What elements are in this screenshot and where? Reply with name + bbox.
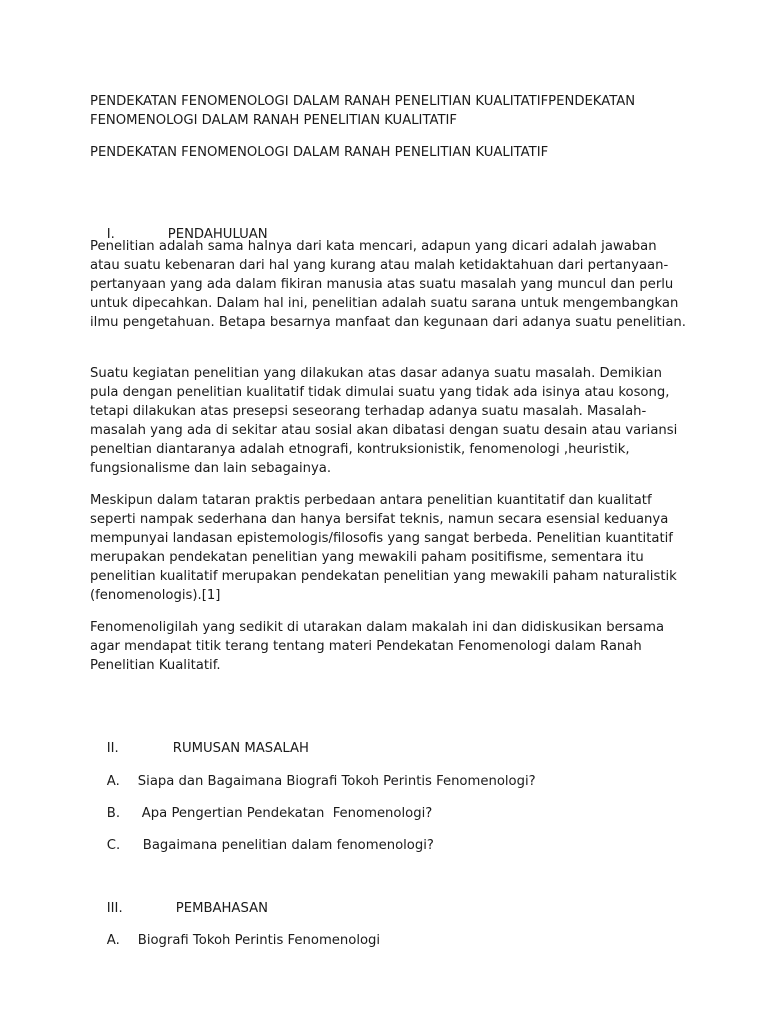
section-title: PENDAHULUAN [167, 227, 268, 242]
section-title: RUMUSAN MASALAH [172, 741, 309, 756]
section-number: I. [106, 227, 115, 242]
list-item-label: B. [106, 806, 121, 821]
document-title: PENDEKATAN FENOMENOLOGI DALAM RANAH PENELITIAN KUALITATIFPENDEKATAN FENOMENOLOGI DALAM RANAH PENELITIAN KUALITATIF [90, 94, 636, 128]
paragraph: Suatu kegiatan penelitian yang dilakukan atas dasar adanya suatu masalah. Demikian pula dengan penelitian kualitatif tidak dimulai suatu yang tidak ada isinya atau kosong, tetapi dilakukan atas presepsi seseorang terhadap adanya suatu masalah. Masalah-masalah yang ada di sekitar atau sosial akan dibatasi dengan suatu desain atau variansi peneltian diantaranya adalah etnografi, kontruksionistik, fenomenologi ,heuristik, fungsionalisme dan lain sebagainya. [90, 366, 678, 476]
paragraph: Penelitian adalah sama halnya dari kata mencari, adapun yang dicari adalah jawaban atau suatu kebenaran dari hal yang kurang atau malah ketidaktahuan dari pertanyaan-pertanyaan yang ada dalam fikiran manusia atas suatu masalah yang muncul dan perlu untuk dipecahkan. Dalam hal ini, penelitian adalah suatu sarana untuk mengembangkan ilmu pengetahuan. Betapa besarnya manfaat dan kegunaan dari adanya suatu penelitian. [90, 239, 686, 330]
paragraph: Fenomenoligilah yang sedikit di utarakan dalam makalah ini dan didiskusikan bersama agar mendapat titik terang tentang materi Pendekatan Fenomenologi dalam Ranah Penelitian Kualitatif. [90, 620, 665, 673]
document-page [90, 0, 690, 1024]
section-title: PEMBAHASAN [175, 901, 268, 916]
section-number: III. [106, 901, 123, 916]
list-item-label: A. [106, 933, 120, 948]
list-item-text: Biografi Tokoh Perintis Fenomenologi [137, 933, 381, 948]
section-number: II. [106, 741, 119, 756]
list-item-label: A. [106, 774, 120, 789]
list-item-text: Bagaimana penelitian dalam fenomenologi? [142, 838, 434, 853]
list-item [90, 912, 380, 969]
list-item-text: Siapa dan Bagaimana Biografi Tokoh Perintis Fenomenologi? [137, 774, 536, 789]
list-item-text: Apa Pengertian Pendekatan Fenomenologi? [141, 806, 433, 821]
paragraph: Meskipun dalam tataran praktis perbedaan antara penelitian kuantitatif dan kualitatf seperti nampak sederhana dan hanya bersifat teknis, namun secara esensial keduanya mempunyai landasan epistemologis/filosofis yang sangat berbeda. Penelitian kuantitatif merupakan pendekatan penelitian yang mewakili paham positifisme, sementara itu penelitian kualitatif merupakan pendekatan penelitian yang mewakili paham naturalistik (fenomenologis).[1] [90, 493, 677, 603]
list-item-label: C. [106, 838, 121, 853]
document-title-repeat: PENDEKATAN FENOMENOLOGI DALAM RANAH PENELITIAN KUALITATIF [90, 145, 549, 160]
list-item [90, 817, 434, 874]
